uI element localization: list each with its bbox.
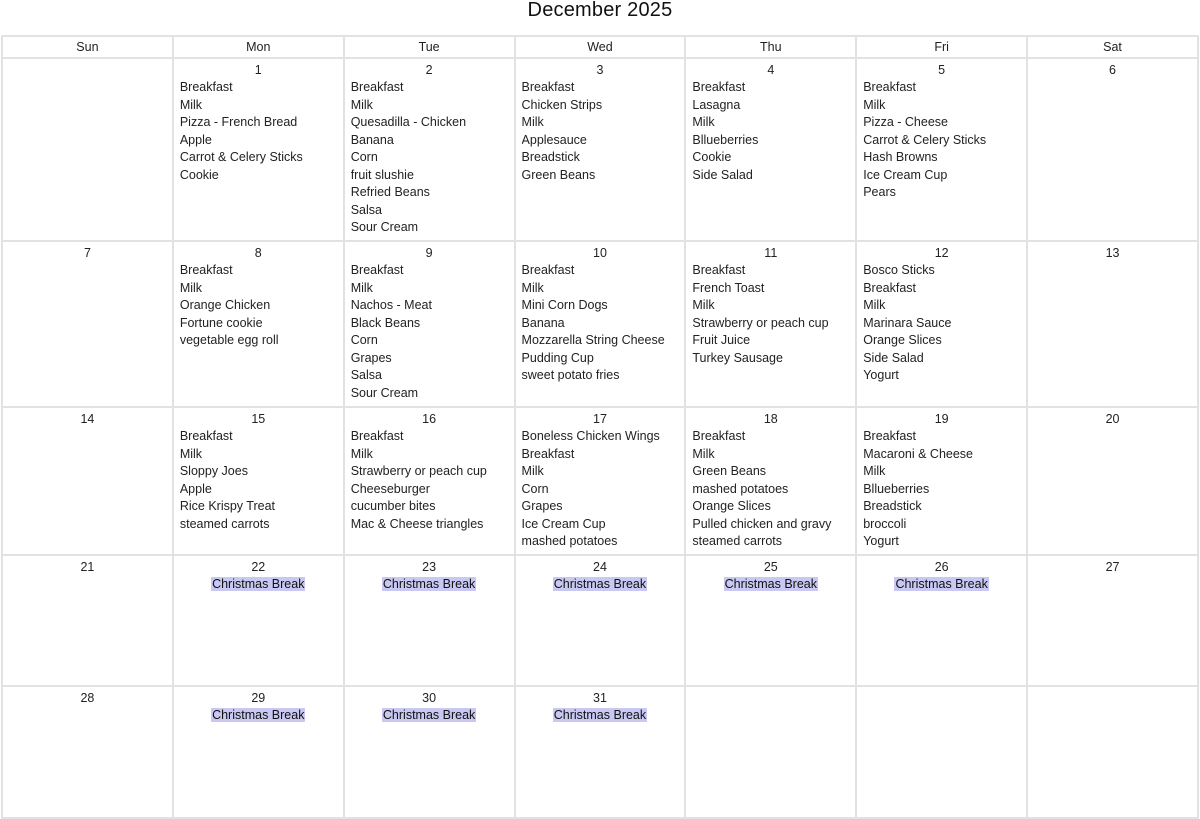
menu-item: Ice Cream Cup (521, 516, 606, 531)
day-number: 12 (934, 246, 949, 260)
menu-item: Macaroni & Cheese (863, 446, 973, 461)
day-cell[interactable] (856, 241, 1027, 407)
menu-item: Milk (692, 446, 715, 461)
menu-item: Sour Cream (350, 220, 419, 234)
day-cell[interactable] (1027, 241, 1198, 407)
menu-item: Breakfast (863, 280, 917, 295)
day-cell[interactable] (344, 686, 515, 818)
menu-item: Milk (692, 298, 715, 312)
week-row (2, 686, 1198, 818)
week-row (2, 555, 1198, 686)
menu-item-list (516, 262, 685, 385)
day-number: 31 (593, 691, 607, 705)
day-cell[interactable] (344, 58, 515, 241)
event-label[interactable]: Christmas Break (382, 708, 476, 722)
day-number: 29 (251, 691, 266, 705)
menu-item: Pizza - Cheese (863, 115, 948, 129)
day-number: 1 (254, 63, 262, 77)
menu-item: Apple (179, 481, 212, 496)
menu-item: Ice Cream Cup (863, 167, 948, 182)
day-cell[interactable] (173, 58, 344, 241)
menu-item: Quesadilla - Chicken (350, 115, 467, 129)
menu-item-list (345, 262, 514, 402)
menu-item: mashed potatoes (692, 481, 789, 496)
menu-item: steamed carrots (179, 516, 270, 531)
menu-item-list (516, 79, 685, 184)
menu-item: Applesauce (521, 132, 587, 147)
weekday-header-row (2, 36, 1198, 58)
day-number: 28 (80, 691, 95, 705)
event-row (174, 576, 343, 594)
day-number: 26 (934, 560, 949, 574)
menu-item: Fortune cookie (179, 315, 263, 330)
menu-item: Boneless Chicken Wings (521, 429, 660, 443)
menu-item: Grapes (350, 350, 392, 365)
day-cell[interactable] (515, 241, 686, 407)
event-label[interactable]: Christmas Break (212, 708, 305, 722)
day-number: 13 (1105, 246, 1120, 260)
menu-item-list (174, 79, 343, 184)
day-number: 23 (422, 560, 437, 574)
day-cell[interactable] (685, 241, 856, 407)
event-row (174, 707, 343, 725)
weekday-header-wed: Wed (515, 36, 686, 58)
calendar-title: December 2025 (527, 0, 673, 21)
menu-item: mashed potatoes (521, 534, 618, 548)
menu-item: Bllueberries (863, 481, 930, 496)
menu-item: Corn (521, 481, 549, 496)
day-number: 6 (1109, 63, 1116, 77)
menu-item: Chicken Strips (521, 97, 603, 112)
menu-item: Milk (350, 280, 373, 295)
menu-item: steamed carrots (692, 534, 782, 548)
day-number: 25 (763, 560, 778, 574)
day-number: 27 (1105, 560, 1120, 574)
day-cell[interactable] (2, 58, 173, 241)
menu-item: Orange Slices (692, 499, 771, 513)
day-number: 8 (254, 246, 262, 260)
week-row (2, 241, 1198, 407)
menu-item: Mozzarella String Cheese (521, 333, 665, 347)
menu-item: Breakfast (179, 80, 233, 94)
day-cell[interactable] (344, 555, 515, 686)
menu-item: Strawberry or peach cup (692, 315, 829, 330)
menu-item: Breakfast (179, 429, 233, 443)
menu-item-list (345, 428, 514, 533)
day-cell[interactable] (1027, 407, 1198, 555)
menu-item: French Toast (692, 280, 765, 295)
day-cell[interactable] (2, 555, 173, 686)
week-row (2, 407, 1198, 555)
menu-item: Pudding Cup (521, 350, 594, 365)
menu-item: Cookie (179, 167, 219, 182)
menu-item: Orange Slices (863, 333, 942, 347)
day-cell[interactable] (173, 241, 344, 407)
day-number: 10 (593, 246, 607, 260)
day-number: 21 (80, 560, 95, 574)
day-number: 3 (596, 63, 604, 77)
day-number: 11 (764, 246, 778, 260)
event-label[interactable]: Christmas Break (724, 577, 817, 591)
day-cell[interactable] (173, 686, 344, 818)
menu-item: Fruit Juice (692, 333, 751, 347)
menu-item: Bllueberries (692, 132, 759, 147)
menu-item: Pulled chicken and gravy (692, 516, 832, 531)
day-cell[interactable] (1027, 555, 1198, 686)
day-cell[interactable] (685, 407, 856, 555)
menu-item: Turkey Sausage (692, 350, 783, 365)
menu-item: Milk (350, 446, 373, 461)
menu-item: Breadstick (521, 150, 580, 164)
menu-item: Milk (863, 97, 886, 112)
menu-item: Breakfast (179, 263, 233, 277)
day-number: 18 (763, 412, 778, 426)
day-number: 7 (83, 246, 91, 260)
menu-item: Breakfast (863, 429, 917, 443)
menu-item-list (686, 428, 855, 551)
menu-item: Side Salad (692, 167, 753, 182)
menu-item: Milk (521, 115, 544, 129)
menu-item: Pizza - French Bread (179, 115, 298, 129)
menu-item: Breakfast (350, 80, 404, 94)
day-cell[interactable] (173, 407, 344, 555)
menu-item: Rice Krispy Treat (179, 499, 276, 513)
day-cell[interactable] (1027, 686, 1198, 818)
day-cell[interactable] (173, 555, 344, 686)
event-row (516, 576, 685, 594)
weekday-header-mon: Mon (173, 36, 344, 58)
event-row (345, 576, 514, 594)
menu-item: Milk (521, 280, 544, 295)
menu-item: Banana (521, 315, 565, 330)
menu-item: Banana (350, 132, 394, 147)
day-number: 16 (422, 412, 437, 426)
menu-item: Refried Beans (350, 185, 430, 199)
menu-item: Milk (179, 446, 203, 461)
day-number: 2 (425, 63, 433, 77)
menu-item: Milk (350, 97, 373, 112)
menu-item: Salsa (350, 202, 382, 217)
event-label[interactable]: Christmas Break (382, 577, 476, 591)
weekday-header-thu: Thu (685, 36, 856, 58)
menu-item: Breakfast (692, 80, 746, 94)
day-number: 17 (593, 412, 607, 426)
menu-item: Hash Browns (863, 150, 938, 164)
day-number: 9 (425, 246, 433, 260)
event-row (516, 707, 685, 725)
menu-item: Breakfast (863, 80, 917, 94)
menu-item: vegetable egg roll (179, 333, 279, 347)
day-number: 4 (767, 63, 775, 77)
menu-item: Milk (179, 97, 203, 112)
event-label[interactable]: Christmas Break (895, 577, 988, 591)
event-row (345, 707, 514, 725)
day-number: 19 (934, 412, 949, 426)
menu-item: Lasagna (692, 97, 741, 112)
day-number: 14 (80, 412, 95, 426)
menu-item: Carrot & Celery Sticks (179, 150, 303, 164)
menu-item: Milk (521, 464, 544, 478)
day-cell[interactable] (856, 686, 1027, 818)
menu-item-list (345, 79, 514, 237)
menu-item: Milk (692, 115, 715, 129)
menu-item: Yogurt (863, 534, 899, 548)
menu-item: Corn (350, 150, 378, 164)
menu-item-list (857, 79, 1026, 202)
menu-item: Sloppy Joes (179, 464, 248, 478)
day-cell[interactable] (515, 555, 686, 686)
day-number: 20 (1105, 412, 1120, 426)
menu-item: Orange Chicken (179, 298, 271, 312)
menu-item: Breakfast (521, 446, 575, 461)
weekday-header-sun: Sun (2, 36, 173, 58)
menu-item: Cookie (692, 150, 732, 164)
menu-item-list (174, 428, 343, 533)
menu-item: Breakfast (521, 80, 575, 94)
day-cell[interactable] (685, 58, 856, 241)
menu-item: Bosco Sticks (863, 263, 935, 277)
menu-item: Carrot & Celery Sticks (863, 132, 987, 147)
day-cell[interactable] (856, 407, 1027, 555)
menu-item-list (857, 262, 1026, 385)
calendar-body (2, 58, 1198, 818)
menu-item: Green Beans (692, 464, 767, 478)
menu-item: Sour Cream (350, 385, 419, 400)
weekday-header-sat: Sat (1027, 36, 1198, 58)
menu-item: Side Salad (863, 350, 924, 365)
day-cell[interactable] (2, 686, 173, 818)
day-cell[interactable] (515, 686, 686, 818)
menu-item: Breadstick (863, 499, 922, 513)
day-number: 5 (938, 63, 946, 77)
menu-item: Milk (863, 464, 886, 478)
event-label[interactable]: Christmas Break (212, 577, 305, 591)
menu-item: Breakfast (521, 263, 575, 277)
day-cell[interactable] (344, 407, 515, 555)
weekday-header-fri: Fri (856, 36, 1027, 58)
menu-item: broccoli (863, 516, 907, 531)
menu-item: fruit slushie (350, 167, 414, 182)
menu-item: cucumber bites (350, 499, 436, 513)
day-number: 30 (422, 691, 437, 705)
menu-item-list (686, 79, 855, 184)
menu-item: Milk (863, 298, 886, 312)
menu-item: Cheeseburger (350, 481, 430, 496)
menu-item: Mac & Cheese triangles (350, 516, 484, 531)
menu-item: Breakfast (350, 263, 404, 277)
event-label[interactable]: Christmas Break (553, 577, 647, 591)
menu-item-list (686, 262, 855, 367)
day-number: 24 (593, 560, 607, 574)
menu-item: Salsa (350, 368, 382, 382)
day-cell[interactable] (2, 407, 173, 555)
day-cell[interactable] (515, 58, 686, 241)
day-cell[interactable] (1027, 58, 1198, 241)
menu-item: Grapes (521, 499, 563, 513)
menu-item: Pears (863, 185, 896, 199)
day-cell[interactable] (2, 241, 173, 407)
menu-item: Mini Corn Dogs (521, 298, 608, 312)
menu-item: Milk (179, 280, 203, 295)
day-number: 15 (251, 412, 266, 426)
menu-item: Marinara Sauce (863, 315, 952, 330)
menu-item: Breakfast (692, 263, 746, 277)
day-number: 22 (251, 560, 266, 574)
menu-item: Black Beans (350, 315, 421, 330)
day-cell[interactable] (685, 686, 856, 818)
menu-item: Nachos - Meat (350, 298, 432, 312)
day-cell[interactable] (685, 555, 856, 686)
menu-item-list (857, 428, 1026, 551)
menu-item: Breakfast (692, 429, 746, 443)
menu-item: Corn (350, 333, 378, 347)
day-cell[interactable] (856, 58, 1027, 241)
day-cell[interactable] (856, 555, 1027, 686)
month-calendar-grid (1, 35, 1199, 819)
day-cell[interactable] (344, 241, 515, 407)
event-row (857, 576, 1026, 594)
menu-item: Yogurt (863, 368, 899, 382)
week-row (2, 58, 1198, 241)
menu-item: sweet potato fries (521, 368, 620, 382)
menu-item: Breakfast (350, 429, 404, 443)
menu-item-list (174, 262, 343, 350)
menu-item: Strawberry or peach cup (350, 464, 487, 478)
weekday-header-tue: Tue (344, 36, 515, 58)
event-row (686, 576, 855, 594)
event-label[interactable]: Christmas Break (553, 708, 647, 722)
menu-item: Green Beans (521, 167, 596, 182)
day-cell[interactable] (515, 407, 686, 555)
menu-item: Apple (179, 132, 212, 147)
menu-item-list (516, 428, 685, 551)
